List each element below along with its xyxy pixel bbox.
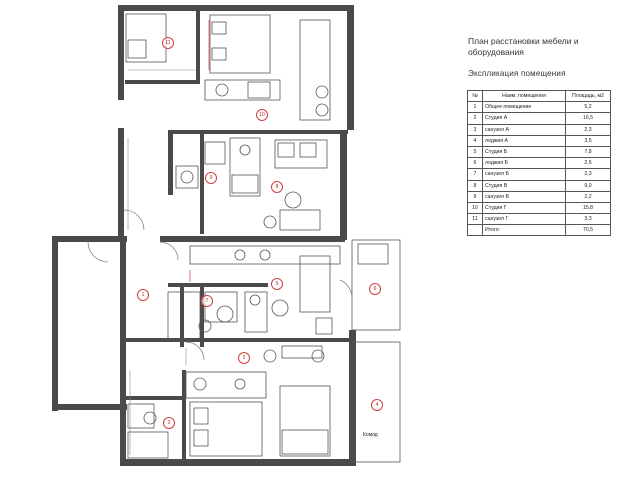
row-name: санузел В xyxy=(483,191,566,202)
room-marker-8: 8 xyxy=(271,181,283,193)
row-num: 1 xyxy=(468,102,483,113)
row-area: 3,5 xyxy=(566,135,611,146)
table-row xyxy=(468,202,611,213)
table-row xyxy=(468,113,611,124)
room-marker-10: 10 xyxy=(256,109,268,121)
row-area: 15,8 xyxy=(566,202,611,213)
row-area: 2,2 xyxy=(566,191,611,202)
room-marker-5: 5 xyxy=(271,278,283,290)
header-area: Площадь, м2 xyxy=(566,91,611,102)
table-row xyxy=(468,102,611,113)
row-area: 2,3 xyxy=(566,169,611,180)
room-marker-6: 6 xyxy=(369,283,381,295)
row-name: лоджия Б xyxy=(483,158,566,169)
row-num: 5 xyxy=(468,146,483,157)
row-name: санузел Г xyxy=(483,214,566,225)
plan-title xyxy=(468,36,628,58)
row-name: лоджия А xyxy=(483,135,566,146)
row-num: 8 xyxy=(468,180,483,191)
row-name: Студия Г xyxy=(483,202,566,213)
title-line-2: оборудования xyxy=(468,47,524,57)
header-name: Наим. помещения xyxy=(483,91,566,102)
row-num: 7 xyxy=(468,169,483,180)
room-marker-1: 1 xyxy=(137,289,149,301)
table-row xyxy=(468,191,611,202)
room-marker-3: 3 xyxy=(163,417,175,429)
row-name: Студия А xyxy=(483,113,566,124)
row-num: 3 xyxy=(468,124,483,135)
row-num: 2 xyxy=(468,113,483,124)
row-area: 2,3 xyxy=(566,124,611,135)
table-header-row xyxy=(468,91,611,102)
row-name: санузел А xyxy=(483,124,566,135)
table-row xyxy=(468,169,611,180)
explication-subtitle: Экспликация помещения xyxy=(468,69,566,78)
table-row xyxy=(468,158,611,169)
row-num: 10 xyxy=(468,202,483,213)
total-name: Итого: xyxy=(483,225,566,236)
row-num: 11 xyxy=(468,214,483,225)
table-row xyxy=(468,124,611,135)
room-explication-table xyxy=(467,90,611,236)
row-num: 9 xyxy=(468,191,483,202)
header-num: № xyxy=(468,91,483,102)
table-total-row xyxy=(468,225,611,236)
row-area: 3,3 xyxy=(566,214,611,225)
row-area: 7,8 xyxy=(566,146,611,157)
row-name: Студия В xyxy=(483,180,566,191)
room-marker-2: 2 xyxy=(238,352,250,364)
row-num: 6 xyxy=(468,158,483,169)
table-row xyxy=(468,214,611,225)
room-marker-11: 11 xyxy=(162,37,174,49)
row-area: 5,2 xyxy=(566,102,611,113)
komod-label: Комод xyxy=(363,432,378,438)
total-num xyxy=(468,225,483,236)
row-name: санузел Б xyxy=(483,169,566,180)
table-row xyxy=(468,135,611,146)
room-marker-4: 4 xyxy=(371,399,383,411)
row-name: Общее помещение xyxy=(483,102,566,113)
table-row xyxy=(468,180,611,191)
room-marker-9: 9 xyxy=(205,172,217,184)
title-line-1: План расстановки мебели и xyxy=(468,36,579,46)
table-row xyxy=(468,146,611,157)
row-area: 9,0 xyxy=(566,180,611,191)
walls xyxy=(52,5,356,466)
room-marker-7: 7 xyxy=(201,295,213,307)
row-num: 4 xyxy=(468,135,483,146)
total-area: 70,5 xyxy=(566,225,611,236)
row-area: 16,5 xyxy=(566,113,611,124)
row-area: 2,6 xyxy=(566,158,611,169)
row-name: Студия Б xyxy=(483,146,566,157)
